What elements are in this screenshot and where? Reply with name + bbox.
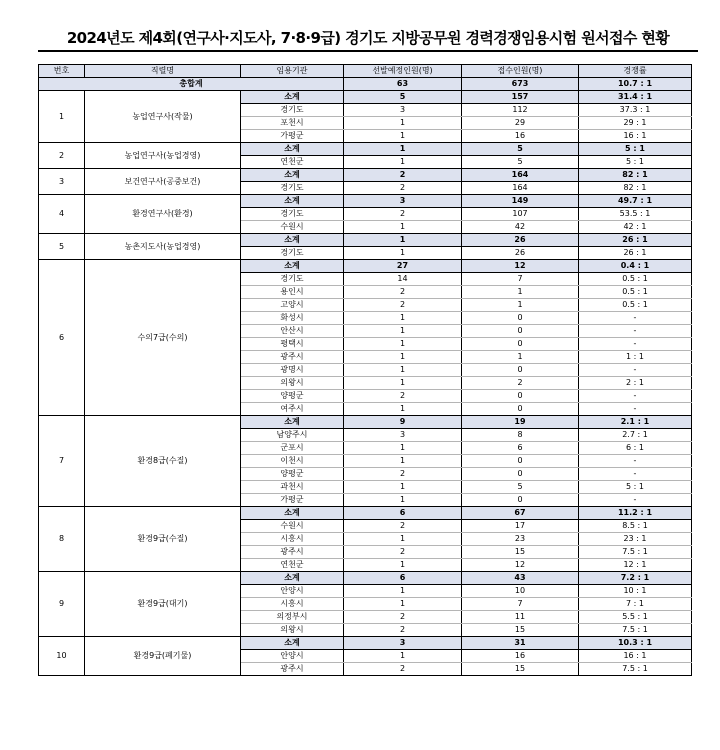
planned-cell: 1 xyxy=(344,598,462,611)
agency-cell: 소계 xyxy=(241,416,344,429)
applicants-cell: 0 xyxy=(462,468,579,481)
subtotal-row xyxy=(39,507,692,520)
planned-cell: 1 xyxy=(344,338,462,351)
planned-cell: 1 xyxy=(344,377,462,390)
applicants-cell: 2 xyxy=(462,377,579,390)
agency-cell: 광주시 xyxy=(241,663,344,676)
agency-cell: 군포시 xyxy=(241,442,344,455)
agency-cell: 안산시 xyxy=(241,325,344,338)
agency-cell: 가평군 xyxy=(241,494,344,507)
planned-cell: 2 xyxy=(344,299,462,312)
planned-cell: 3 xyxy=(344,104,462,117)
planned-cell: 3 xyxy=(344,637,462,650)
applicants-cell: 15 xyxy=(462,624,579,637)
header-cell-applicants: 접수인원(명) xyxy=(462,65,579,78)
ratio-cell: 29 : 1 xyxy=(579,117,692,130)
ratio-cell: 6 : 1 xyxy=(579,442,692,455)
ratio-cell: 2 : 1 xyxy=(579,377,692,390)
header-cell-ratio: 경쟁률 xyxy=(579,65,692,78)
subtotal-row xyxy=(39,91,692,104)
planned-cell: 1 xyxy=(344,143,462,156)
job-series-name: 환경연구사(환경) xyxy=(85,195,241,234)
total-row xyxy=(39,78,692,91)
job-series-name: 환경9급(폐기물) xyxy=(85,637,241,676)
applicants-cell: 0 xyxy=(462,364,579,377)
applicants-cell: 26 xyxy=(462,247,579,260)
applicants-cell: 5 xyxy=(462,156,579,169)
applicants-cell: 16 xyxy=(462,130,579,143)
total-planned: 63 xyxy=(344,78,462,91)
job-series-name: 농업연구사(농업경영) xyxy=(85,143,241,169)
group-number: 5 xyxy=(39,234,85,260)
header-row xyxy=(39,65,692,78)
planned-cell: 1 xyxy=(344,247,462,260)
ratio-cell: 26 : 1 xyxy=(579,234,692,247)
job-series-name: 농업연구사(작물) xyxy=(85,91,241,143)
ratio-cell: 7.5 : 1 xyxy=(579,663,692,676)
ratio-cell: 10 : 1 xyxy=(579,585,692,598)
agency-cell: 소계 xyxy=(241,572,344,585)
applicants-cell: 26 xyxy=(462,234,579,247)
job-series-name: 농촌지도사(농업경영) xyxy=(85,234,241,260)
agency-cell: 포천시 xyxy=(241,117,344,130)
applicants-cell: 112 xyxy=(462,104,579,117)
planned-cell: 1 xyxy=(344,585,462,598)
ratio-cell: 31.4 : 1 xyxy=(579,91,692,104)
planned-cell: 1 xyxy=(344,364,462,377)
planned-cell: 2 xyxy=(344,520,462,533)
agency-cell: 시흥시 xyxy=(241,598,344,611)
ratio-cell: 5.5 : 1 xyxy=(579,611,692,624)
applicants-cell: 157 xyxy=(462,91,579,104)
subtotal-row xyxy=(39,143,692,156)
planned-cell: 1 xyxy=(344,351,462,364)
agency-cell: 소계 xyxy=(241,637,344,650)
ratio-cell: 82 : 1 xyxy=(579,182,692,195)
agency-cell: 과천시 xyxy=(241,481,344,494)
agency-cell: 의왕시 xyxy=(241,624,344,637)
ratio-cell: - xyxy=(579,390,692,403)
ratio-cell: 53.5 : 1 xyxy=(579,208,692,221)
ratio-cell: - xyxy=(579,325,692,338)
agency-cell: 의왕시 xyxy=(241,377,344,390)
applicants-cell: 5 xyxy=(462,481,579,494)
ratio-cell: 0.5 : 1 xyxy=(579,273,692,286)
applicants-cell: 15 xyxy=(462,663,579,676)
applicants-cell: 6 xyxy=(462,442,579,455)
planned-cell: 3 xyxy=(344,195,462,208)
subtotal-row xyxy=(39,416,692,429)
ratio-cell: - xyxy=(579,494,692,507)
job-series-name: 환경9급(대기) xyxy=(85,572,241,637)
ratio-cell: - xyxy=(579,403,692,416)
planned-cell: 2 xyxy=(344,390,462,403)
applicants-cell: 29 xyxy=(462,117,579,130)
planned-cell: 1 xyxy=(344,533,462,546)
group-number: 6 xyxy=(39,260,85,416)
agency-cell: 경기도 xyxy=(241,104,344,117)
agency-cell: 수원시 xyxy=(241,520,344,533)
planned-cell: 6 xyxy=(344,507,462,520)
ratio-cell: 42 : 1 xyxy=(579,221,692,234)
planned-cell: 6 xyxy=(344,572,462,585)
planned-cell: 2 xyxy=(344,169,462,182)
ratio-cell: 37.3 : 1 xyxy=(579,104,692,117)
applicants-cell: 0 xyxy=(462,338,579,351)
group-number: 3 xyxy=(39,169,85,195)
total-label: 총합계 xyxy=(39,78,344,91)
ratio-cell: 0.5 : 1 xyxy=(579,299,692,312)
planned-cell: 1 xyxy=(344,156,462,169)
ratio-cell: - xyxy=(579,455,692,468)
subtotal-row xyxy=(39,637,692,650)
ratio-cell: 16 : 1 xyxy=(579,650,692,663)
total-ratio: 10.7 : 1 xyxy=(579,78,692,91)
job-series-name: 환경8급(수질) xyxy=(85,416,241,507)
applicants-cell: 7 xyxy=(462,273,579,286)
ratio-cell: 0.5 : 1 xyxy=(579,286,692,299)
agency-cell: 소계 xyxy=(241,143,344,156)
planned-cell: 27 xyxy=(344,260,462,273)
applicants-cell: 19 xyxy=(462,416,579,429)
ratio-cell: - xyxy=(579,468,692,481)
ratio-cell: 0.4 : 1 xyxy=(579,260,692,273)
applicants-cell: 16 xyxy=(462,650,579,663)
planned-cell: 1 xyxy=(344,442,462,455)
agency-cell: 시흥시 xyxy=(241,533,344,546)
ratio-cell: 5 : 1 xyxy=(579,143,692,156)
planned-cell: 14 xyxy=(344,273,462,286)
agency-cell: 연천군 xyxy=(241,156,344,169)
agency-cell: 소계 xyxy=(241,234,344,247)
agency-cell: 소계 xyxy=(241,169,344,182)
applicants-cell: 17 xyxy=(462,520,579,533)
job-series-name: 수의7급(수의) xyxy=(85,260,241,416)
header-cell-no: 번호 xyxy=(39,65,85,78)
planned-cell: 3 xyxy=(344,429,462,442)
planned-cell: 2 xyxy=(344,611,462,624)
ratio-cell: 1 : 1 xyxy=(579,351,692,364)
agency-cell: 화성시 xyxy=(241,312,344,325)
agency-cell: 소계 xyxy=(241,260,344,273)
applicants-cell: 31 xyxy=(462,637,579,650)
planned-cell: 1 xyxy=(344,130,462,143)
planned-cell: 1 xyxy=(344,455,462,468)
ratio-cell: 2.1 : 1 xyxy=(579,416,692,429)
ratio-cell: 23 : 1 xyxy=(579,533,692,546)
applicants-cell: 1 xyxy=(462,286,579,299)
planned-cell: 2 xyxy=(344,286,462,299)
applicants-cell: 1 xyxy=(462,299,579,312)
applicants-cell: 107 xyxy=(462,208,579,221)
group-number: 8 xyxy=(39,507,85,572)
agency-cell: 경기도 xyxy=(241,273,344,286)
applicants-cell: 42 xyxy=(462,221,579,234)
agency-cell: 수원시 xyxy=(241,221,344,234)
agency-cell: 경기도 xyxy=(241,182,344,195)
agency-cell: 경기도 xyxy=(241,208,344,221)
agency-cell: 안양시 xyxy=(241,650,344,663)
page-title: 2024년도 제4회(연구사·지도사, 7·8·9급) 경기도 지방공무원 경력경쟁임용시험 원서접수 현황 xyxy=(38,27,698,52)
ratio-cell: 2.7 : 1 xyxy=(579,429,692,442)
agency-cell: 이천시 xyxy=(241,455,344,468)
planned-cell: 1 xyxy=(344,481,462,494)
group-number: 7 xyxy=(39,416,85,507)
ratio-cell: 7 : 1 xyxy=(579,598,692,611)
subtotal-row xyxy=(39,234,692,247)
ratio-cell: 7.5 : 1 xyxy=(579,624,692,637)
applicants-cell: 12 xyxy=(462,260,579,273)
ratio-cell: 49.7 : 1 xyxy=(579,195,692,208)
agency-cell: 소계 xyxy=(241,91,344,104)
planned-cell: 2 xyxy=(344,182,462,195)
planned-cell: 1 xyxy=(344,312,462,325)
planned-cell: 1 xyxy=(344,403,462,416)
ratio-cell: - xyxy=(579,312,692,325)
planned-cell: 1 xyxy=(344,117,462,130)
header-cell-planned: 선발예정인원(명) xyxy=(344,65,462,78)
group-number: 9 xyxy=(39,572,85,637)
planned-cell: 2 xyxy=(344,624,462,637)
applicants-cell: 164 xyxy=(462,169,579,182)
ratio-cell: - xyxy=(579,338,692,351)
agency-cell: 양평군 xyxy=(241,468,344,481)
planned-cell: 1 xyxy=(344,494,462,507)
ratio-cell: 82 : 1 xyxy=(579,169,692,182)
agency-cell: 소계 xyxy=(241,507,344,520)
ratio-cell: - xyxy=(579,364,692,377)
planned-cell: 1 xyxy=(344,650,462,663)
agency-cell: 남양주시 xyxy=(241,429,344,442)
applicants-cell: 5 xyxy=(462,143,579,156)
total-applicants: 673 xyxy=(462,78,579,91)
agency-cell: 경기도 xyxy=(241,247,344,260)
planned-cell: 1 xyxy=(344,234,462,247)
applicants-cell: 15 xyxy=(462,546,579,559)
applicants-cell: 149 xyxy=(462,195,579,208)
group-number: 1 xyxy=(39,91,85,143)
job-series-name: 보건연구사(공중보건) xyxy=(85,169,241,195)
header-cell-agency: 임용기관 xyxy=(241,65,344,78)
planned-cell: 1 xyxy=(344,325,462,338)
ratio-cell: 26 : 1 xyxy=(579,247,692,260)
applicants-cell: 1 xyxy=(462,351,579,364)
planned-cell: 1 xyxy=(344,559,462,572)
subtotal-row xyxy=(39,195,692,208)
group-number: 2 xyxy=(39,143,85,169)
planned-cell: 1 xyxy=(344,221,462,234)
agency-cell: 양평군 xyxy=(241,390,344,403)
ratio-cell: 12 : 1 xyxy=(579,559,692,572)
job-series-name: 환경9급(수질) xyxy=(85,507,241,572)
applicants-cell: 7 xyxy=(462,598,579,611)
ratio-cell: 10.3 : 1 xyxy=(579,637,692,650)
table-body xyxy=(39,65,692,676)
planned-cell: 2 xyxy=(344,468,462,481)
subtotal-row xyxy=(39,572,692,585)
applicants-cell: 0 xyxy=(462,390,579,403)
agency-cell: 광주시 xyxy=(241,546,344,559)
applicants-cell: 8 xyxy=(462,429,579,442)
applicants-cell: 0 xyxy=(462,312,579,325)
ratio-cell: 5 : 1 xyxy=(579,481,692,494)
applicants-cell: 0 xyxy=(462,494,579,507)
agency-cell: 광주시 xyxy=(241,351,344,364)
planned-cell: 2 xyxy=(344,208,462,221)
planned-cell: 2 xyxy=(344,546,462,559)
applicants-cell: 12 xyxy=(462,559,579,572)
agency-cell: 평택시 xyxy=(241,338,344,351)
group-number: 4 xyxy=(39,195,85,234)
table-wrap xyxy=(38,64,691,676)
applicants-cell: 67 xyxy=(462,507,579,520)
agency-cell: 소계 xyxy=(241,195,344,208)
applicants-cell: 0 xyxy=(462,325,579,338)
planned-cell: 5 xyxy=(344,91,462,104)
applicants-cell: 0 xyxy=(462,455,579,468)
agency-cell: 고양시 xyxy=(241,299,344,312)
applicants-cell: 11 xyxy=(462,611,579,624)
applicants-cell: 23 xyxy=(462,533,579,546)
planned-cell: 9 xyxy=(344,416,462,429)
ratio-cell: 16 : 1 xyxy=(579,130,692,143)
ratio-cell: 5 : 1 xyxy=(579,156,692,169)
applicants-cell: 43 xyxy=(462,572,579,585)
group-number: 10 xyxy=(39,637,85,676)
applicants-cell: 10 xyxy=(462,585,579,598)
agency-cell: 용인시 xyxy=(241,286,344,299)
applications-table xyxy=(38,64,692,676)
agency-cell: 광명시 xyxy=(241,364,344,377)
applicants-cell: 0 xyxy=(462,403,579,416)
agency-cell: 의정부시 xyxy=(241,611,344,624)
agency-cell: 안양시 xyxy=(241,585,344,598)
ratio-cell: 7.5 : 1 xyxy=(579,546,692,559)
agency-cell: 연천군 xyxy=(241,559,344,572)
header-cell-job: 직렬명 xyxy=(85,65,241,78)
subtotal-row xyxy=(39,169,692,182)
applicants-cell: 164 xyxy=(462,182,579,195)
ratio-cell: 7.2 : 1 xyxy=(579,572,692,585)
agency-cell: 여주시 xyxy=(241,403,344,416)
planned-cell: 2 xyxy=(344,663,462,676)
ratio-cell: 8.5 : 1 xyxy=(579,520,692,533)
subtotal-row xyxy=(39,260,692,273)
title-wrap xyxy=(38,27,698,52)
ratio-cell: 11.2 : 1 xyxy=(579,507,692,520)
agency-cell: 가평군 xyxy=(241,130,344,143)
